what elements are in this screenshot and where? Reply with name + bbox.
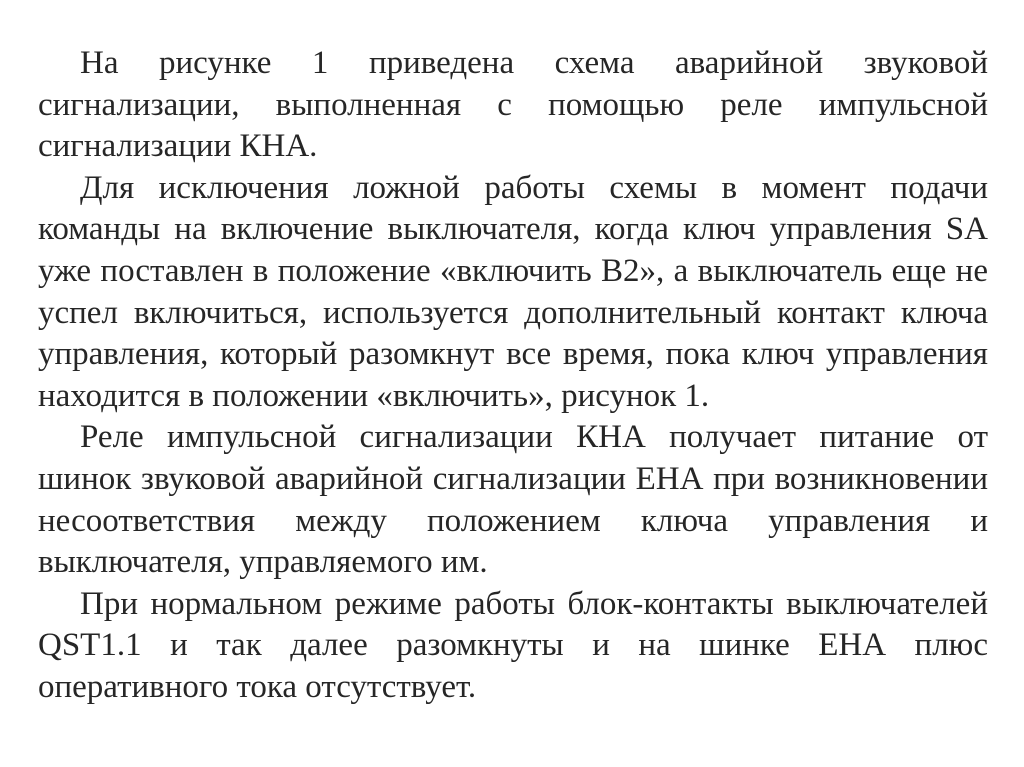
paragraph-1: На рисунке 1 приведена схема аварийной звуковой сигнализации, выполненная с помощью реле импульсной сигнализации КНА. xyxy=(38,45,988,165)
paragraph-2: Для исключения ложной работы схемы в момент подачи команды на включение выключателя, когда ключ управления SA уже поставлен в положение «включить В2», а выключатель еще не успел включиться, используется дополнительный контакт ключа управления, который разомкнут все время, пока ключ управления находится в положении «включить», рисунок 1. xyxy=(38,169,988,414)
paragraph-3: Реле импульсной сигнализации КНА получает питание от шинок звуковой аварийной сигнализации ЕНА при возникновении несоответствия между положением ключа управления и выключателя, управляемого им. xyxy=(38,419,988,581)
document-body xyxy=(38,43,988,709)
paragraph-4: При нормальном режиме работы блок-контакты выключателей QST1.1 и так далее разомкнуты и на шинке ЕНА плюс оперативного тока отсутствует. xyxy=(38,585,988,705)
